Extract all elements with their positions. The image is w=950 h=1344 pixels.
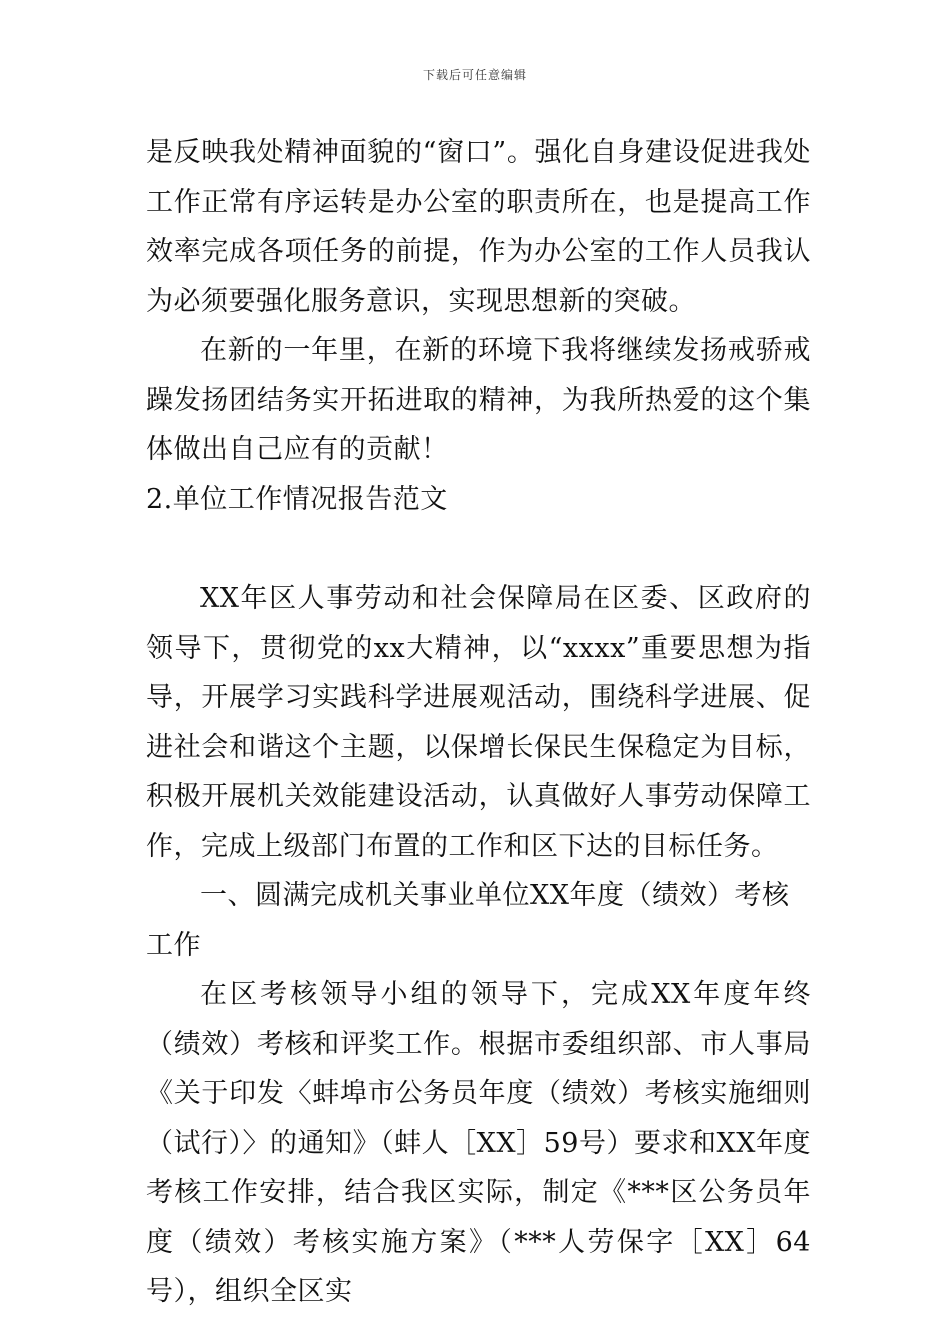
page-header-note: 下载后可任意编辑	[422, 68, 527, 82]
paragraph-report-intro: XX年区人事劳动和社会保障局在区委、区政府的领导下，贯彻党的xx大精神，以“xxxx”重要思想为指导，开展学习实践科学进展观活动，围绕科学进展、促进社会和谐这个主题，以保增长保民生保稳定为目标，积极开展机关效能建设活动，认真做好人事劳动保障工作，完成上级部门布置的工作和区下达的目标任务。	[146, 583, 811, 862]
paragraph-continuation: 是反映我处精神面貌的“窗口”。强化自身建设促进我处工作正常有序运转是办公室的职责所在，也是提高工作效率完成各项任务的前提，作为办公室的工作人员我认为必须要强化服务意识，实现思想新的突破。	[146, 137, 811, 317]
paragraph-assessment: 在区考核领导小组的领导下，完成XX年度年终（绩效）考核和评奖工作。根据市委组织部、市人事局《关于印发〈蚌埠市公务员年度（绩效）考核实施细则（试行）〉的通知》（蚌人［XX］59号）要求和XX年度考核工作安排，结合我区实际，制定《***区公务员年度（绩效）考核实施方案》（***人劳保字［XX］64号），组织全区实	[146, 979, 811, 1307]
section-heading-assessment: 一、圆满完成机关事业单位XX年度（绩效）考核工作	[146, 880, 790, 961]
section-heading-report: 2.单位工作情况报告范文	[146, 483, 448, 515]
document-body	[146, 128, 811, 1317]
blank-line	[146, 524, 811, 574]
paragraph-new-year: 在新的一年里，在新的环境下我将继续发扬戒骄戒躁发扬团结务实开拓进取的精神，为我所热爱的这个集体做出自己应有的贡献！	[146, 335, 811, 465]
